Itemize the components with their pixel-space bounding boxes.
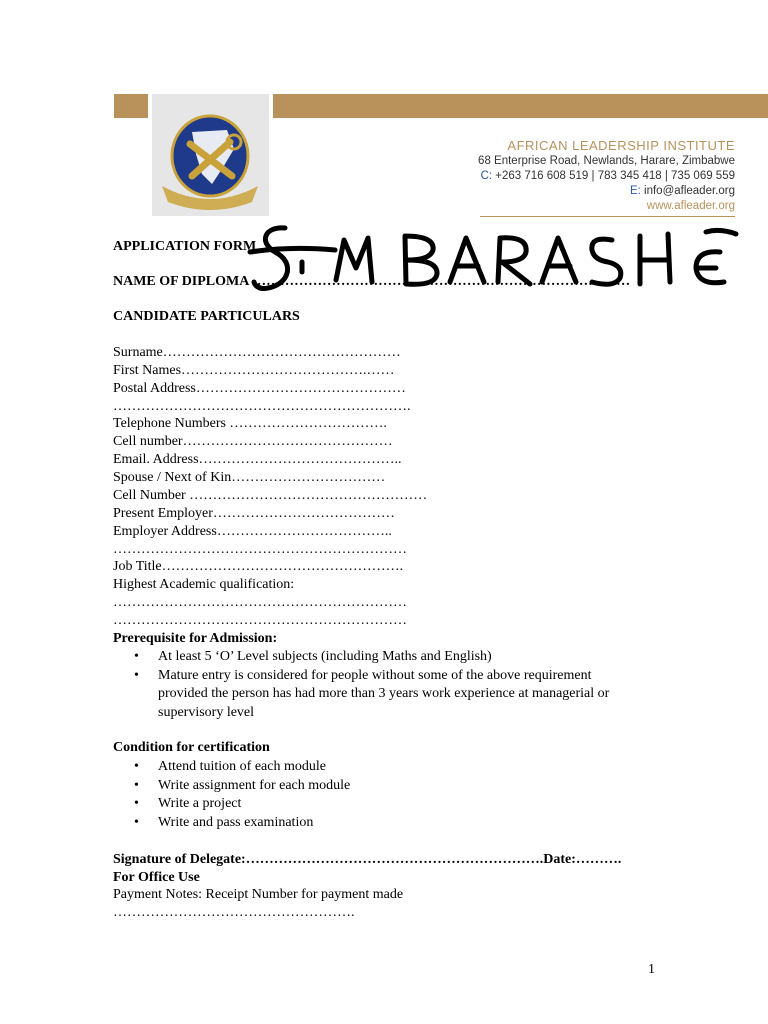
qualification-line-1[interactable]: ……………………………………………………… bbox=[113, 595, 407, 610]
payment-notes-field[interactable]: ……………………………………………. bbox=[113, 905, 355, 920]
org-name: AFRICAN LEADERSHIP INSTITUTE bbox=[507, 138, 735, 153]
org-contacts bbox=[478, 169, 735, 184]
institute-logo bbox=[152, 94, 269, 216]
next-of-kin-field[interactable]: Spouse / Next of Kin…………………………… bbox=[113, 470, 386, 485]
list-item-text: Attend tuition of each module bbox=[158, 759, 326, 774]
postal-address-field[interactable]: Postal Address……………………………………… bbox=[113, 381, 406, 396]
employer-address-field[interactable]: Employer Address……………………………….. bbox=[113, 524, 392, 539]
office-use-heading: For Office Use bbox=[113, 870, 200, 885]
job-title-field[interactable]: Job Title……………………………………………. bbox=[113, 559, 404, 574]
list-item-text: Mature entry is considered for people without some of the above requirement bbox=[158, 667, 592, 683]
email-field[interactable]: Email. Address…………………………………….. bbox=[113, 452, 402, 467]
list-item-text: Write assignment for each module bbox=[158, 777, 351, 793]
page-number: 1 bbox=[648, 962, 655, 977]
qualification-label: Highest Academic qualification: bbox=[113, 577, 295, 592]
kin-cell-number-field[interactable]: Cell Number …………………………………………… bbox=[113, 488, 428, 503]
present-employer-field[interactable]: Present Employer………………………………… bbox=[113, 506, 395, 521]
list-item-text: Write a project bbox=[158, 796, 242, 811]
header-divider bbox=[480, 216, 735, 217]
cell-number-field[interactable]: Cell number……………………………………… bbox=[113, 434, 393, 449]
candidate-section-heading: CANDIDATE PARTICULARS bbox=[113, 309, 300, 324]
postal-address-line-2[interactable]: ………………………………………………………. bbox=[113, 399, 411, 414]
telephone-field[interactable]: Telephone Numbers ……………………………. bbox=[113, 416, 387, 431]
email-value: info@afleader.org bbox=[644, 185, 735, 197]
surname-field[interactable]: Surname…………………………………………… bbox=[113, 345, 401, 360]
contact-numbers: +263 716 608 519 | 783 345 418 | 735 069 559 bbox=[495, 170, 735, 182]
org-address: 68 Enterprise Road, Newlands, Harare, Zimbabwe bbox=[478, 155, 735, 167]
prerequisite-heading: Prerequisite for Admission: bbox=[113, 631, 278, 646]
list-item bbox=[113, 648, 609, 667]
employer-address-line-2[interactable]: ……………………………………………………… bbox=[113, 542, 407, 557]
first-names-field[interactable]: First Names………………………………….…… bbox=[113, 363, 395, 378]
signature-date-line[interactable]: Signature of Delegate:……………………………………………………….Date:………. bbox=[113, 852, 622, 867]
prerequisite-list bbox=[113, 648, 609, 722]
qualification-line-2[interactable]: ……………………………………………………… bbox=[113, 613, 407, 628]
list-item bbox=[113, 667, 609, 723]
diploma-field[interactable]: NAME OF DIPLOMA ……………………………………………………………………… bbox=[113, 274, 631, 289]
handwritten-name-signature bbox=[240, 222, 760, 300]
contact-prefix: C: bbox=[480, 170, 493, 182]
list-item-text: provided the person has had more than 3 years work experience at managerial or bbox=[158, 686, 610, 701]
certification-heading: Condition for certification bbox=[113, 740, 270, 755]
list-item bbox=[113, 814, 350, 833]
header-bar-left bbox=[114, 94, 148, 118]
organization-info bbox=[478, 138, 735, 214]
payment-notes-label: Payment Notes: Receipt Number for payment made bbox=[113, 887, 404, 902]
list-item-text: supervisory level bbox=[158, 704, 255, 720]
certification-list bbox=[113, 758, 350, 832]
header-bar-right bbox=[273, 94, 768, 118]
list-item bbox=[113, 777, 350, 796]
list-item bbox=[113, 758, 350, 777]
list-item bbox=[113, 795, 350, 814]
list-item-text: Write and pass examination bbox=[158, 814, 314, 830]
org-website[interactable]: www.afleader.org bbox=[646, 200, 735, 212]
list-item-text: At least 5 ‘O’ Level subjects (including Maths and English) bbox=[158, 649, 492, 664]
email-prefix: E: bbox=[629, 185, 641, 197]
org-email bbox=[478, 184, 735, 199]
form-title: APPLICATION FORM bbox=[113, 239, 257, 254]
